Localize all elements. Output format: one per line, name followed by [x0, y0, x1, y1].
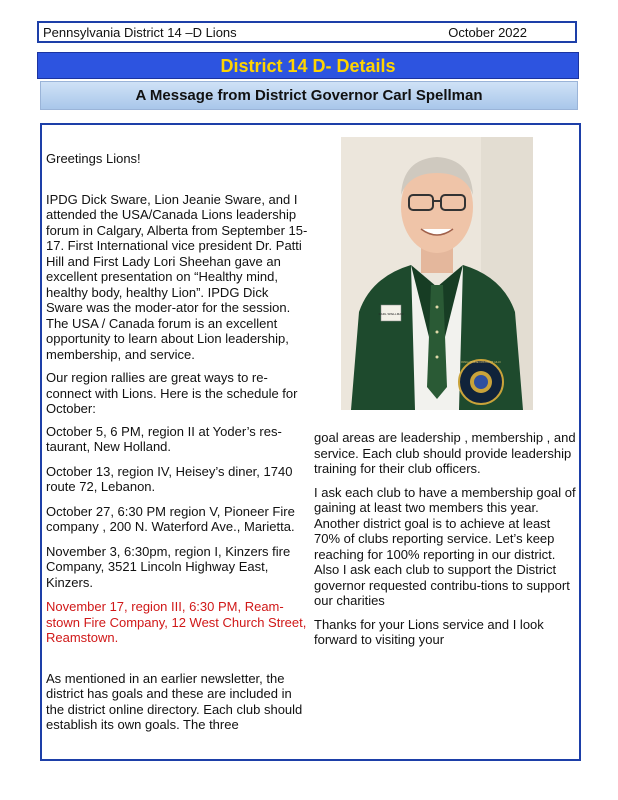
- emblem-text: KING PRIDE DISTRICT 14-D: [461, 360, 501, 364]
- event-item: October 27, 6:30 PM region V, Pioneer Fire company , 200 N. Waterford Ave., Marietta.: [46, 503, 295, 534]
- page-subtitle: A Message from District Governor Carl Spellman: [135, 87, 483, 104]
- newsletter-header: [37, 21, 577, 43]
- page-title: District 14 D- Details: [220, 56, 396, 76]
- event-item: October 13, region IV, Heisey’s diner, 1740 route 72, Lebanon.: [46, 463, 293, 494]
- header-date: October 2022: [448, 25, 527, 40]
- portrait-illustration: [341, 137, 533, 410]
- subtitle-bar: [40, 81, 578, 110]
- event-item: November 3, 6:30pm, region I, Kinzers fire Company, 3521 Lincoln Highway East, Kinzers.: [46, 543, 291, 590]
- paragraph: goal areas are leadership , membership , and service. Each club should provide leadership training for their club officers.: [314, 430, 576, 476]
- paragraph: Our region rallies are great ways to re-connect with Lions. Here is the schedule for October:: [46, 370, 298, 416]
- event-item-highlight: November 17, region III, 6:30 PM, Ream-stown Fire Company, 12 West Church Street, Reamstown.: [46, 599, 307, 645]
- greeting: Greetings Lions!: [46, 151, 141, 166]
- name-tag: CARL SPELLMAN: [378, 312, 404, 316]
- event-item: October 5, 6 PM, region II at Yoder’s res-taurant, New Holland.: [46, 423, 282, 454]
- left-column: [46, 151, 308, 743]
- header-org: Pennsylvania District 14 –D Lions: [43, 25, 237, 40]
- paragraph: I ask each club to have a membership goal of gaining at least two members this year. Another district goal is to achieve at least 70% of clubs reporting service. Let’s keep reaching for 100% reporting in our district. Also I ask each club to support the District governor requested contribu-tions to support our charities: [314, 484, 576, 608]
- governor-photo: [341, 137, 533, 410]
- paragraph: As mentioned in an earlier newsletter, the district has goals and these are included in the district online directory. Each club should establish its own goals. The three: [46, 670, 303, 732]
- paragraph: Thanks for your Lions service and I look forward to visiting your: [314, 616, 544, 647]
- right-column: [314, 430, 576, 658]
- page-title-bar: [37, 52, 579, 79]
- paragraph: IPDG Dick Sware, Lion Jeanie Sware, and I attended the USA/Canada Lions leadership forum in Calgary, Alberta from September 15-17. First International vice president Dr. Patti Hill and First Lady Lori Sheehan gave an excellent presentation on “Healthy mind, healthy body, healthy Lion”. IPDG Dick Sware was the moder-ator for the session. The USA / Canada forum is an excellent opportunity to learn about Lion leadership, membership, and service.: [46, 191, 308, 362]
